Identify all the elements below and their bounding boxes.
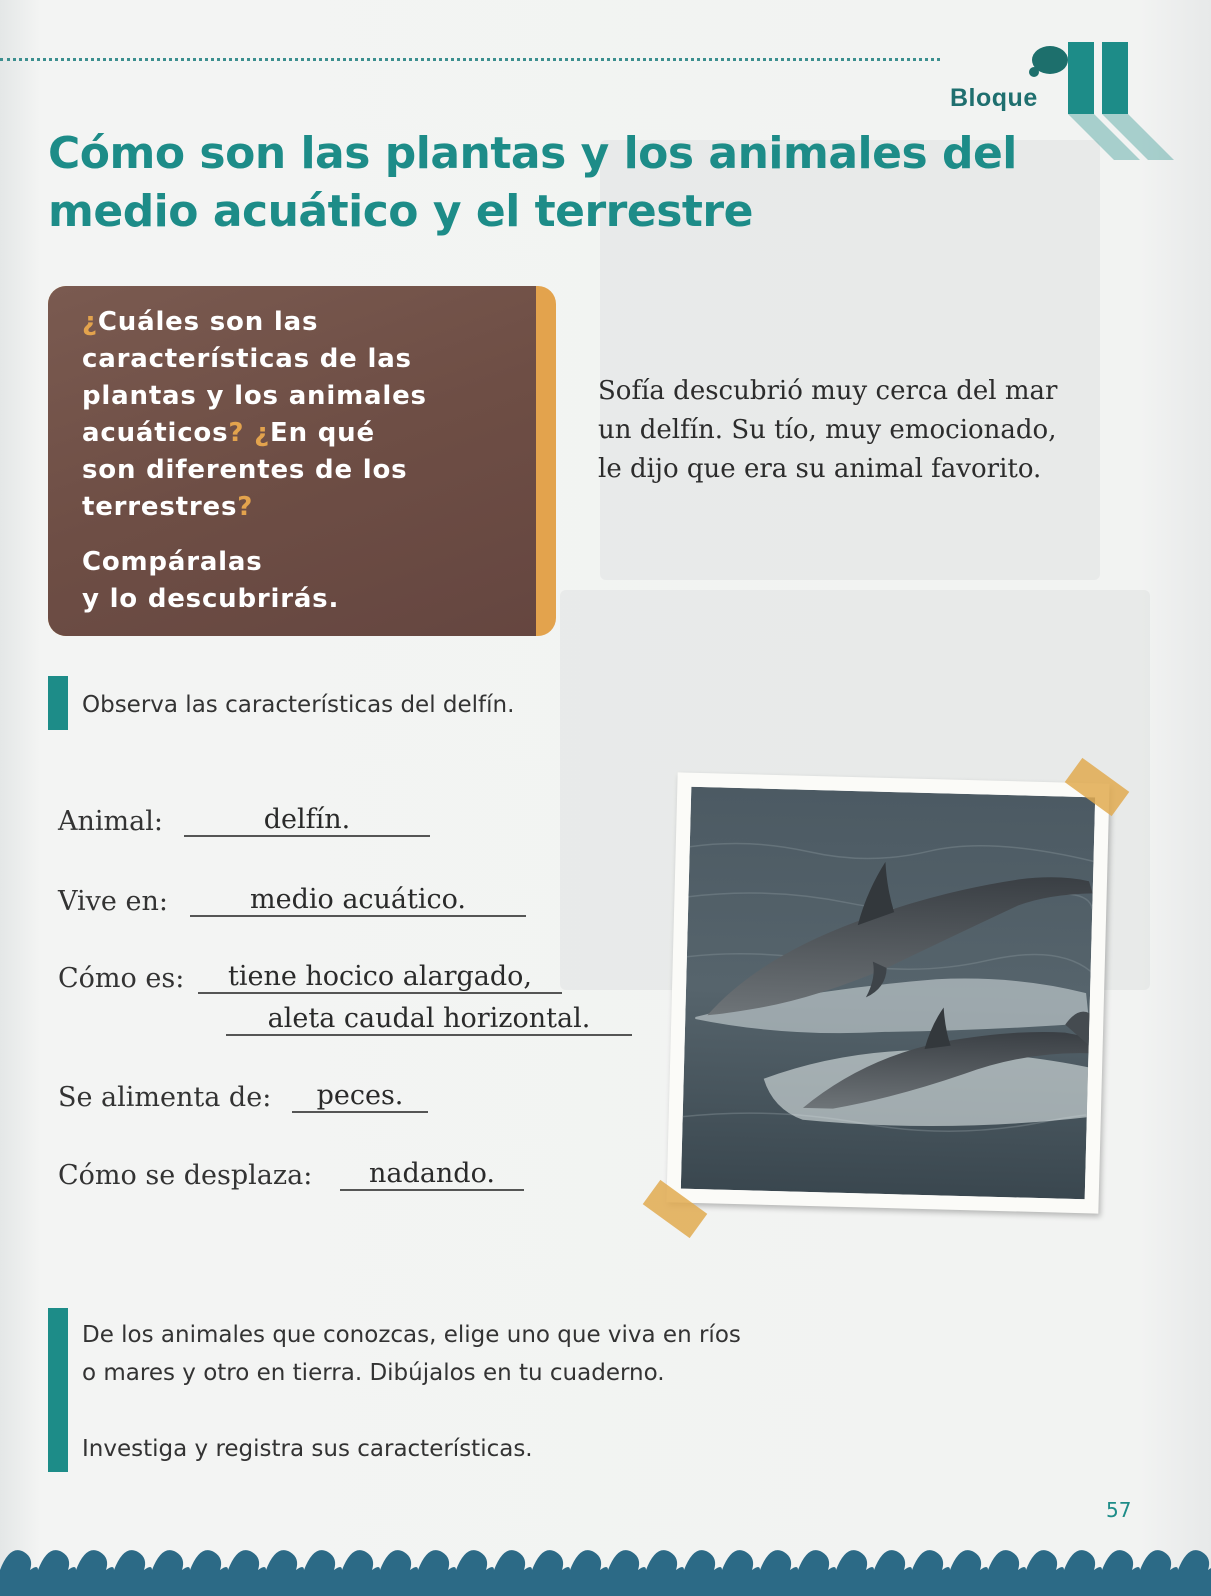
dolphin-photo-frame bbox=[666, 772, 1109, 1213]
description-label: Cómo es: bbox=[58, 963, 185, 994]
movement-answer: nadando. bbox=[340, 1158, 524, 1191]
food-answer: peces. bbox=[292, 1080, 428, 1113]
question-box bbox=[48, 286, 556, 636]
bloque-label: Bloque bbox=[950, 84, 1038, 112]
question-line: características de las bbox=[82, 344, 412, 374]
instruction-draw-line: De los animales que conozcas, elige uno que viva en ríos bbox=[82, 1322, 741, 1348]
header-dotted-rule bbox=[0, 58, 940, 61]
bloque-roman-numeral-icon bbox=[1020, 32, 1210, 172]
question-sub-line: y lo descubrirás. bbox=[82, 584, 340, 614]
question-line: acuáticos? ¿En qué bbox=[82, 418, 375, 448]
animal-answer: delfín. bbox=[184, 804, 430, 837]
question-line: terrestres? bbox=[82, 492, 254, 522]
dolphin-photo bbox=[681, 787, 1095, 1199]
question-line: ¿Cuáles son las bbox=[82, 307, 319, 337]
question-subtext bbox=[82, 544, 522, 618]
instruction-draw-line: o mares y otro en tierra. Dibújalos en tu cuaderno. bbox=[82, 1360, 665, 1386]
question-sub-line: Compáralas bbox=[82, 547, 263, 577]
instruction-observe: Observa las características del delfín. bbox=[82, 692, 515, 718]
description-answer-line2: aleta caudal horizontal. bbox=[226, 1003, 632, 1036]
question-mark: ? bbox=[228, 418, 245, 448]
instruction-research: Investiga y registra sus características. bbox=[82, 1436, 533, 1462]
question-mark: ? bbox=[237, 492, 254, 522]
animal-label: Animal: bbox=[58, 806, 163, 837]
page-title: Cómo son las plantas y los animales del medio acuático y el terrestre bbox=[48, 128, 1017, 237]
question-line: son diferentes de los bbox=[82, 455, 408, 485]
decorative-wave-border bbox=[0, 1530, 1211, 1596]
instruction-marker bbox=[48, 1308, 68, 1472]
question-box-panel bbox=[48, 286, 536, 636]
page-number: 57 bbox=[1106, 1498, 1132, 1522]
instruction-draw bbox=[82, 1316, 741, 1392]
question-text bbox=[82, 304, 522, 526]
instruction-marker bbox=[48, 676, 68, 730]
habitat-answer: medio acuático. bbox=[190, 884, 526, 917]
food-label: Se alimenta de: bbox=[58, 1082, 272, 1113]
question-mark: ¿ bbox=[254, 418, 271, 448]
question-mark: ¿ bbox=[82, 307, 98, 337]
movement-label: Cómo se desplaza: bbox=[58, 1160, 313, 1191]
question-line: plantas y los animales bbox=[82, 381, 427, 411]
habitat-label: Vive en: bbox=[58, 886, 168, 917]
story-paragraph: Sofía descubrió muy cerca del mar un delfín. Su tío, muy emocionado, le dijo que era su animal favorito. bbox=[598, 376, 1058, 484]
description-answer-line1: tiene hocico alargado, bbox=[198, 961, 562, 994]
